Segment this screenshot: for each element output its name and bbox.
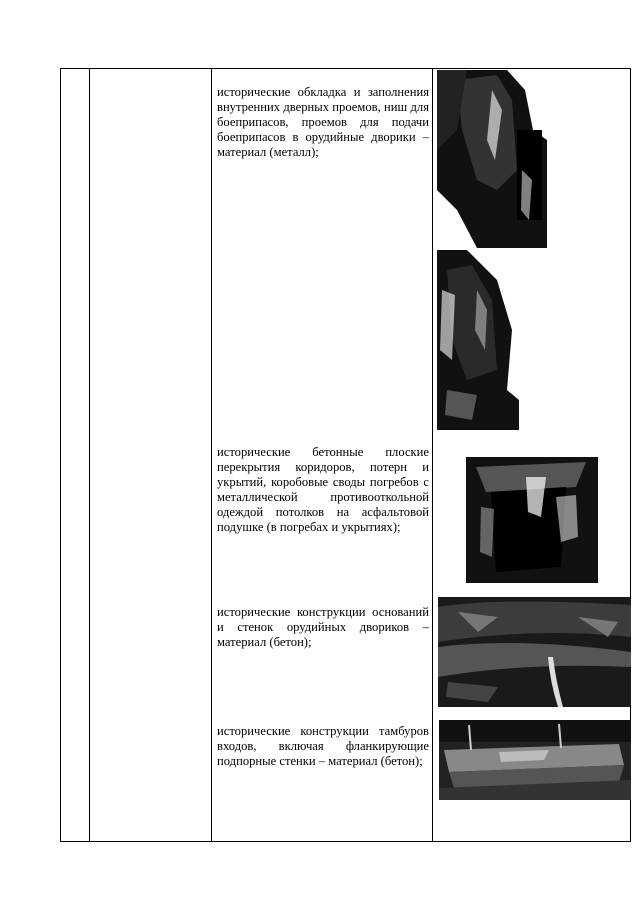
photo-entrance-vestibule [439, 720, 631, 800]
row-2-description: исторические бетонные плоские перекрытия коридоров, потерн и укрытий, коробовые своды погребов с металлической противооткольной одеждой потолков на асфальтовой подушке (в погребах и укрытиях); [217, 445, 429, 534]
column-divider-3 [432, 68, 433, 842]
photo-gun-yard-foundation [438, 597, 631, 707]
column-divider-1 [89, 68, 90, 842]
column-divider-2 [211, 68, 212, 842]
photo-metal-door-frame [437, 70, 547, 248]
row-1-description: исторические обкладка и заполнения внутренних дверных проемов, ниш для боеприпасов, проемов для подачи боеприпасов в орудийные дворики – материал (металл); [217, 85, 429, 159]
photo-metal-niche [437, 250, 519, 430]
row-4-description: исторические конструкции тамбуров входов, включая фланкирующие подпорные стенки – материал (бетон); [217, 724, 429, 768]
row-3-description: исторические конструкции оснований и стенок орудийных двориков – материал (бетон); [217, 605, 429, 649]
photo-concrete-vault [466, 447, 598, 583]
